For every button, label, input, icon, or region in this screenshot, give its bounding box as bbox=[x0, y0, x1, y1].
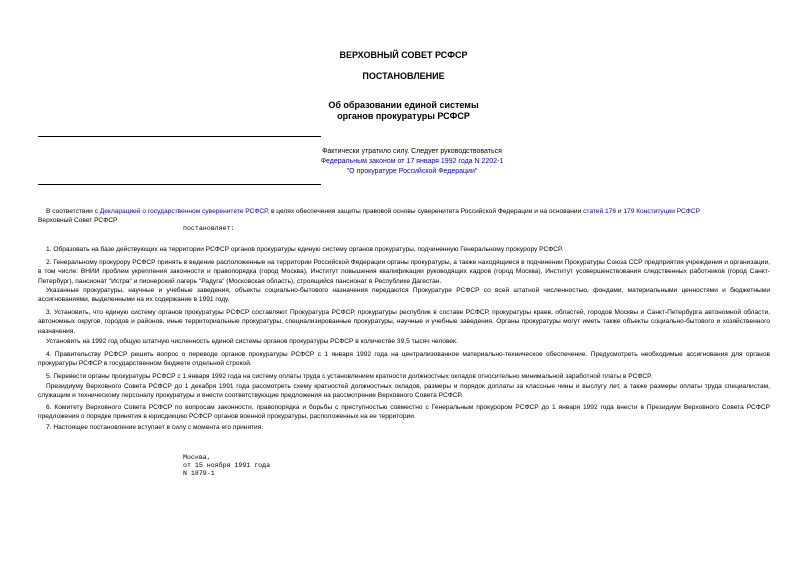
divider-bottom bbox=[38, 184, 321, 185]
item-1: 1. Образовать на базе действующих на территории РСФСР органов прокуратуры единую систему органов прокуратуры, подчиненную Генеральному прокурору РСФСР. bbox=[46, 246, 564, 253]
item-4: 4. Правительству РСФСР решить вопрос о переводе органов прокуратуры РСФСР с 1 января 1992 года на централизованное материально-техническое обеспечение. Предусмотреть необходимые ассигнования для органов прокуратуры РСФСР в государственном бюджете отдельной строкой. bbox=[38, 351, 770, 368]
document-title-line2: органов прокуратуры РСФСР bbox=[337, 111, 470, 121]
decrees-word: постановляет: bbox=[183, 225, 235, 232]
preamble-text-a: В соответствии с bbox=[46, 208, 100, 215]
preamble-authority: Верховный Совет РСФСР bbox=[38, 217, 118, 224]
item-2: 2. Генеральному прокурору РСФСР принять в ведение расположенные на территории Российской Федерации органы прокуратуры, а также находящиеся в подчинении Прокуратуры Союза ССР предприятия учреждения и организации, в том числе: ВНИИ проблем укрепления законности и правопорядка (город Москва), Институт повышения квалификации руководящих кадров (город Москва), Институт усовершенствования следственных работников (город Санкт-Петербург), пансионат "Истра" и пионерский лагерь "Радуга" (Московская область), строящийся пансионат в Республике Дагестан. bbox=[38, 259, 770, 285]
declaration-link[interactable]: Декларацией о государственном суверенитете РСФСР bbox=[99, 208, 268, 215]
item-7: 7. Настоящее постановление вступает в силу с момента его принятия. bbox=[46, 424, 264, 431]
item-6: 6. Комитету Верховного Совета РСФСР по вопросам законности, правопорядка и борьбы с преступностью совместно с Генеральным прокурором РСФСР до 1 января 1992 года внести в Президиум Верховного Совета РСФСР предложения о порядке принятия в юрисдикцию РСФСР органов военной прокуратуры, расположенных на ее территории. bbox=[38, 404, 770, 421]
preamble bbox=[38, 207, 770, 216]
federal-law-link[interactable]: Федеральным законом от 17 января 1992 года N 2202-1 bbox=[320, 158, 504, 165]
prosecutor-law-link[interactable]: "О прокуратуре Российской Федерации" bbox=[346, 168, 478, 175]
item-5-continuation: Президиуму Верховного Совета РСФСР до 1 декабря 1991 года рассмотреть схему кратностей должностных окладов, размеры и порядок доплаты за классные чины и выслугу лет, а также размеры оплаты труда специалистам, служащим и техническому персоналу прокуратуры и внести соответствующие предложения на рассмотрение Верховного Совета РСФСР. bbox=[38, 383, 770, 400]
status-note-text: Фактически утратило силу. Следует руководствоваться bbox=[322, 148, 502, 155]
article-176-link[interactable]: статей 176 bbox=[583, 208, 616, 215]
article-179-link[interactable]: 179 Конституции РСФСР bbox=[623, 208, 700, 215]
item-5: 5. Перевести органы прокуратуры РСФСР с 1 января 1992 года на систему оплаты труда с установлением кратности должностных окладов относительно минимальной заработной платы в РСФСР. bbox=[46, 373, 653, 380]
item-3: 3. Установить, что единую систему органов прокуратуры РСФСР составляют Прокуратура РСФСР, прокуратуры республик в составе РСФСР, прокуратуры краев, областей, городов Москвы и Санкт-Петербурга автономной области, автономных округов, городов и районов, иные территориальные прокуратуры, специализированные прокуратуры, научные и учебные заведения. Органы прокуратуры могут иметь также объекты социально-бытового и хозяйственного назначения. bbox=[38, 309, 770, 335]
item-3-continuation: Установить на 1992 год общую штатную численность единой системы органов прокуратуры РСФСР в количестве 39,5 тысяч человек. bbox=[46, 338, 458, 345]
signature-date: от 15 ноября 1991 года bbox=[183, 462, 271, 469]
signature-number: N 1879-1 bbox=[183, 470, 215, 477]
document-title-line1: Об образовании единой системы bbox=[328, 100, 479, 110]
preamble-text-c: и bbox=[616, 208, 624, 215]
signature-city: Москва, bbox=[183, 454, 211, 461]
divider-top bbox=[38, 136, 321, 137]
item-2-continuation: Указанные прокуратуры, научные и учебные заведения, объекты социально-бытового назначения передаются Прокуратуре РСФСР со всей штатной численностью, фондами, материальными ценностями и бюджетными ассигнованиями, выделенными на их содержание в 1991 году. bbox=[38, 287, 770, 304]
council-heading: ВЕРХОВНЫЙ СОВЕТ РСФСР bbox=[339, 50, 468, 60]
preamble-text-b: , в целях обеспечения защиты правовой основы суверенитета Российской Федерации и на основании bbox=[267, 208, 584, 215]
status-note bbox=[296, 147, 528, 177]
document-type-heading: ПОСТАНОВЛЕНИЕ bbox=[362, 71, 445, 81]
